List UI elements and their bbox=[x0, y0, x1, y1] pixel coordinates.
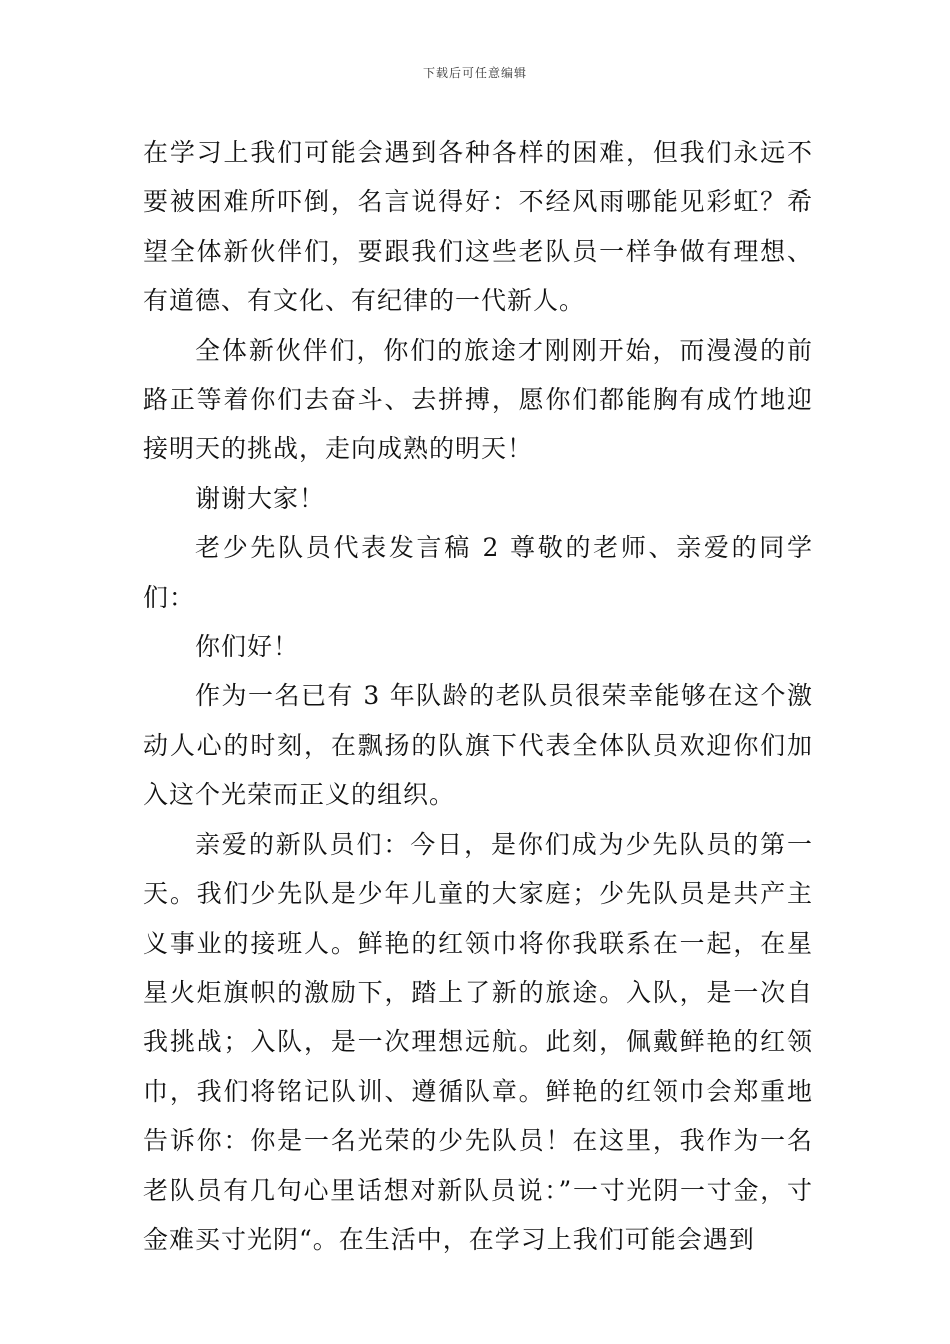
paragraph-continued: 在学习上我们可能会遇到各种各样的困难，但我们永远不要被困难所吓倒，名言说得好：不经风雨哪能见彩虹？希望全体新伙伴们，要跟我们这些老队员一样争做有理想、有道德、有文化、有纪律的一代新人。 bbox=[143, 138, 813, 316]
paragraph: 全体新伙伴们，你们的旅途才刚刚开始，而漫漫的前路正等着你们去奋斗、去拼搏，愿你们都能胸有成竹地迎接明天的挑战，走向成熟的明天！ bbox=[143, 335, 813, 464]
paragraph: 作为一名已有 3 年队龄的老队员很荣幸能够在这个激动人心的时刻，在飘扬的队旗下代表全体队员欢迎你们加入这个光荣而正义的组织。 bbox=[143, 681, 813, 810]
paragraph-section-title: 老少先队员代表发言稿 2 尊敬的老师、亲爱的同学们： bbox=[143, 533, 813, 612]
paragraph-thanks: 谢谢大家！ bbox=[195, 483, 326, 513]
paragraph-greeting: 你们好！ bbox=[195, 632, 300, 662]
document-body bbox=[143, 128, 813, 1264]
page-header: 下载后可任意编辑 bbox=[422, 66, 527, 80]
paragraph: 亲爱的新队员们：今日，是你们成为少先队员的第一天。我们少先队是少年儿童的大家庭；少先队员是共产主义事业的接班人。鲜艳的红领巾将你我联系在一起，在星星火炬旗帜的激励下，踏上了新的旅途。入队，是一次自我挑战；入队，是一次理想远航。此刻，佩戴鲜艳的红领巾，我们将铭记队训、遵循队章。鲜艳的红领巾会郑重地告诉你：你是一名光荣的少先队员！在这里，我作为一名老队员有几句心里话想对新队员说：”一寸光阴一寸金，寸金难买寸光阴“。在生活中，在学习上我们可能会遇到 bbox=[143, 829, 813, 1254]
